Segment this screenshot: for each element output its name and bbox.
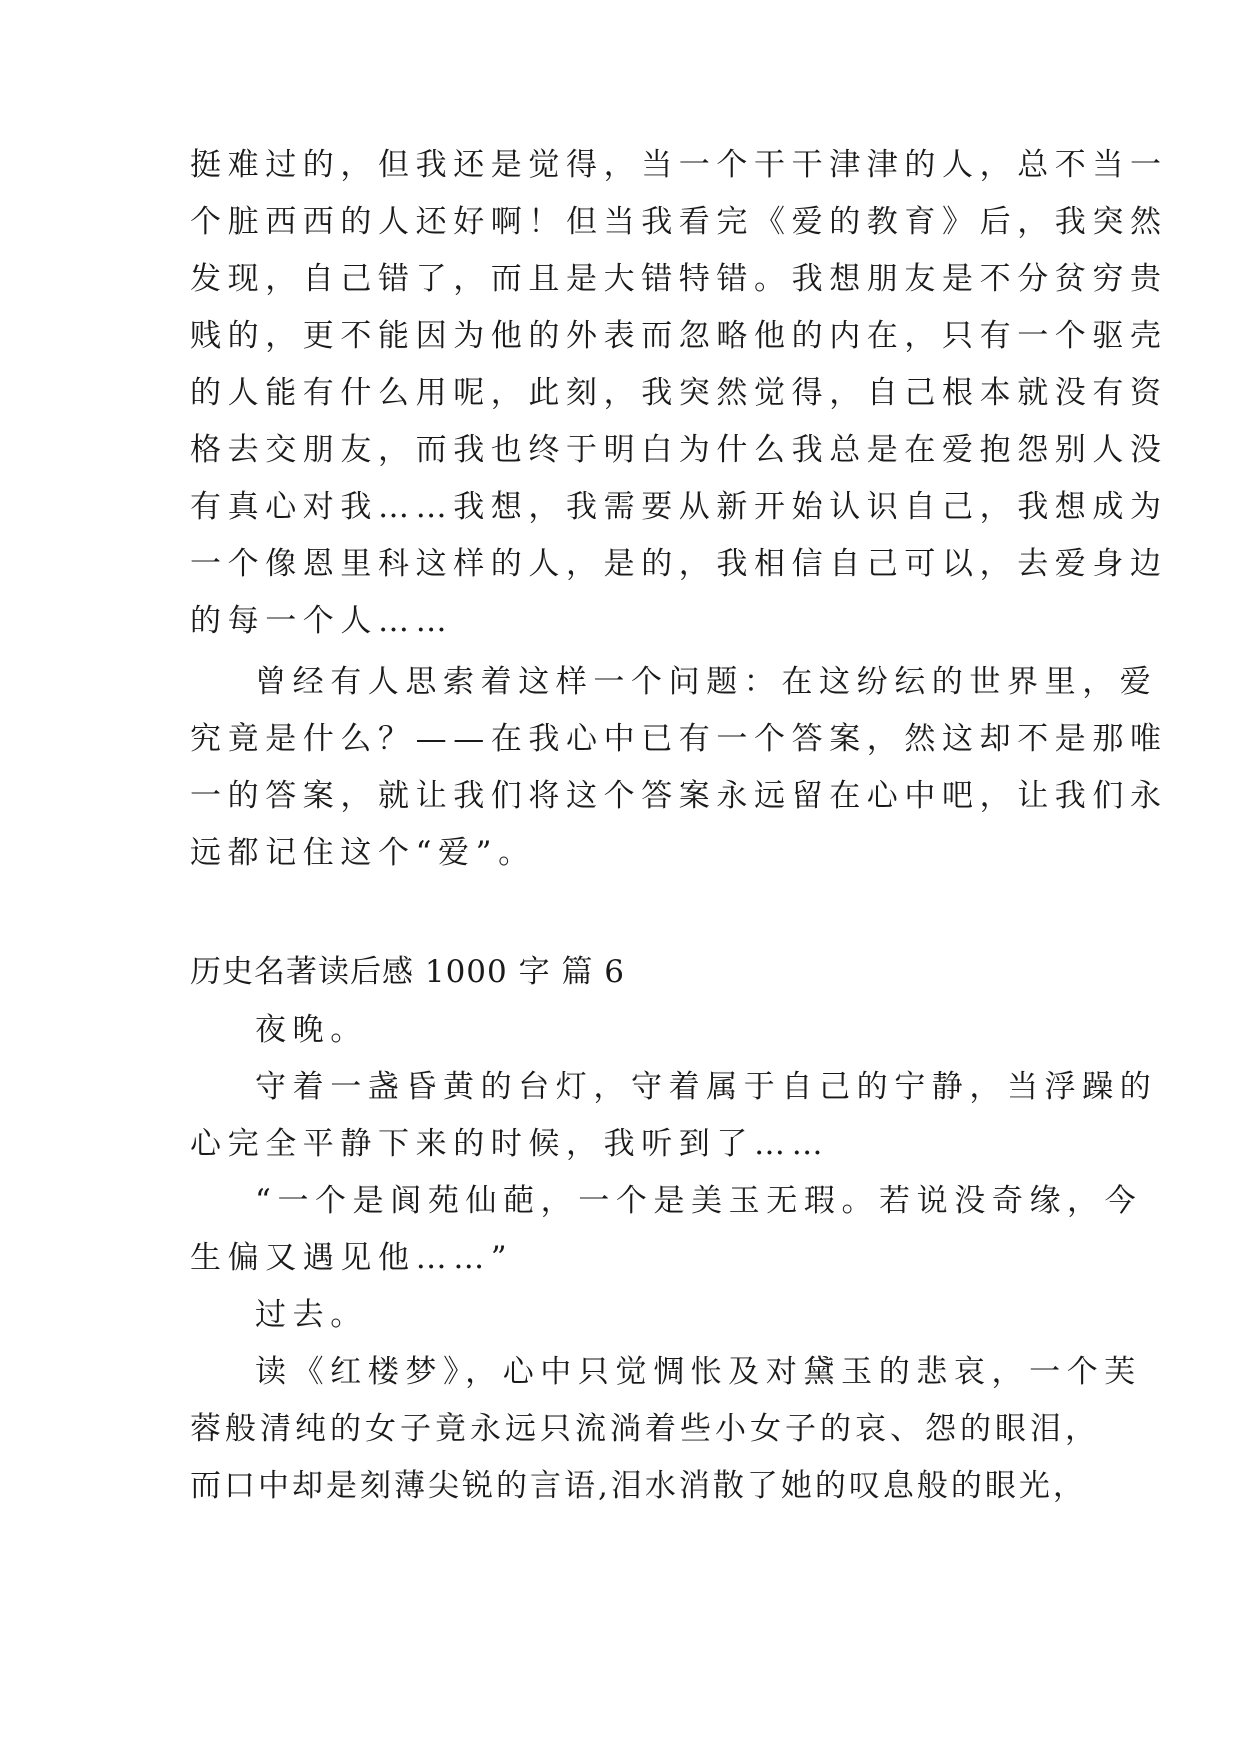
paragraph-line: 读《红楼梦》，心中只觉惆怅及对黛玉的悲哀，一个芙 — [255, 1354, 1142, 1390]
paragraph-line: 挺难过的，但我还是觉得，当一个干干津津的人，总不当一 — [190, 147, 1168, 183]
paragraph-line: 究竟是什么？——在我心中已有一个答案，然这却不是那唯 — [190, 721, 1168, 757]
paragraph-line: 个脏西西的人还好啊！但当我看完《爱的教育》后，我突然 — [190, 204, 1168, 240]
paragraph-line: 过去。 — [255, 1297, 368, 1333]
paragraph-line: 的每一个人…… — [190, 603, 454, 639]
paragraph-line: 曾经有人思索着这样一个问题：在这纷纭的世界里，爱 — [255, 664, 1158, 700]
paragraph-line: 贱的，更不能因为他的外表而忽略他的内在，只有一个驱壳 — [190, 318, 1168, 354]
paragraph-line: 发现，自己错了，而且是大错特错。我想朋友是不分贫穷贵 — [190, 261, 1168, 297]
section-heading: 历史名著读后感 1000 字 篇 6 — [190, 954, 626, 990]
paragraph-line: 远都记住这个“爱”。 — [190, 835, 536, 871]
paragraph-line: 心完全平静下来的时候，我听到了…… — [190, 1126, 830, 1162]
paragraph-line: 夜晚。 — [255, 1012, 368, 1048]
paragraph-line: 格去交朋友，而我也终于明白为什么我总是在爱抱怨别人没 — [190, 432, 1168, 468]
paragraph-line: 生偏又遇见他……” — [190, 1240, 514, 1276]
paragraph-line: 而口中却是刻薄尖锐的言语,泪水消散了她的叹息般的眼光， — [190, 1468, 1087, 1504]
paragraph-line: 蓉般清纯的女子竟永远只流淌着些小女子的哀、怨的眼泪， — [190, 1411, 1100, 1447]
paragraph-line: 一的答案，就让我们将这个答案永远留在心中吧，让我们永 — [190, 778, 1168, 814]
paragraph-line: 守着一盏昏黄的台灯，守着属于自己的宁静，当浮躁的 — [255, 1069, 1158, 1105]
paragraph-line: “一个是阆苑仙葩，一个是美玉无瑕。若说没奇缘，今 — [255, 1183, 1143, 1219]
paragraph-line: 一个像恩里科这样的人，是的，我相信自己可以，去爱身边 — [190, 546, 1168, 582]
paragraph-line: 有真心对我……我想，我需要从新开始认识自己，我想成为 — [190, 489, 1168, 525]
paragraph-line: 的人能有什么用呢，此刻，我突然觉得，自己根本就没有资 — [190, 375, 1168, 411]
